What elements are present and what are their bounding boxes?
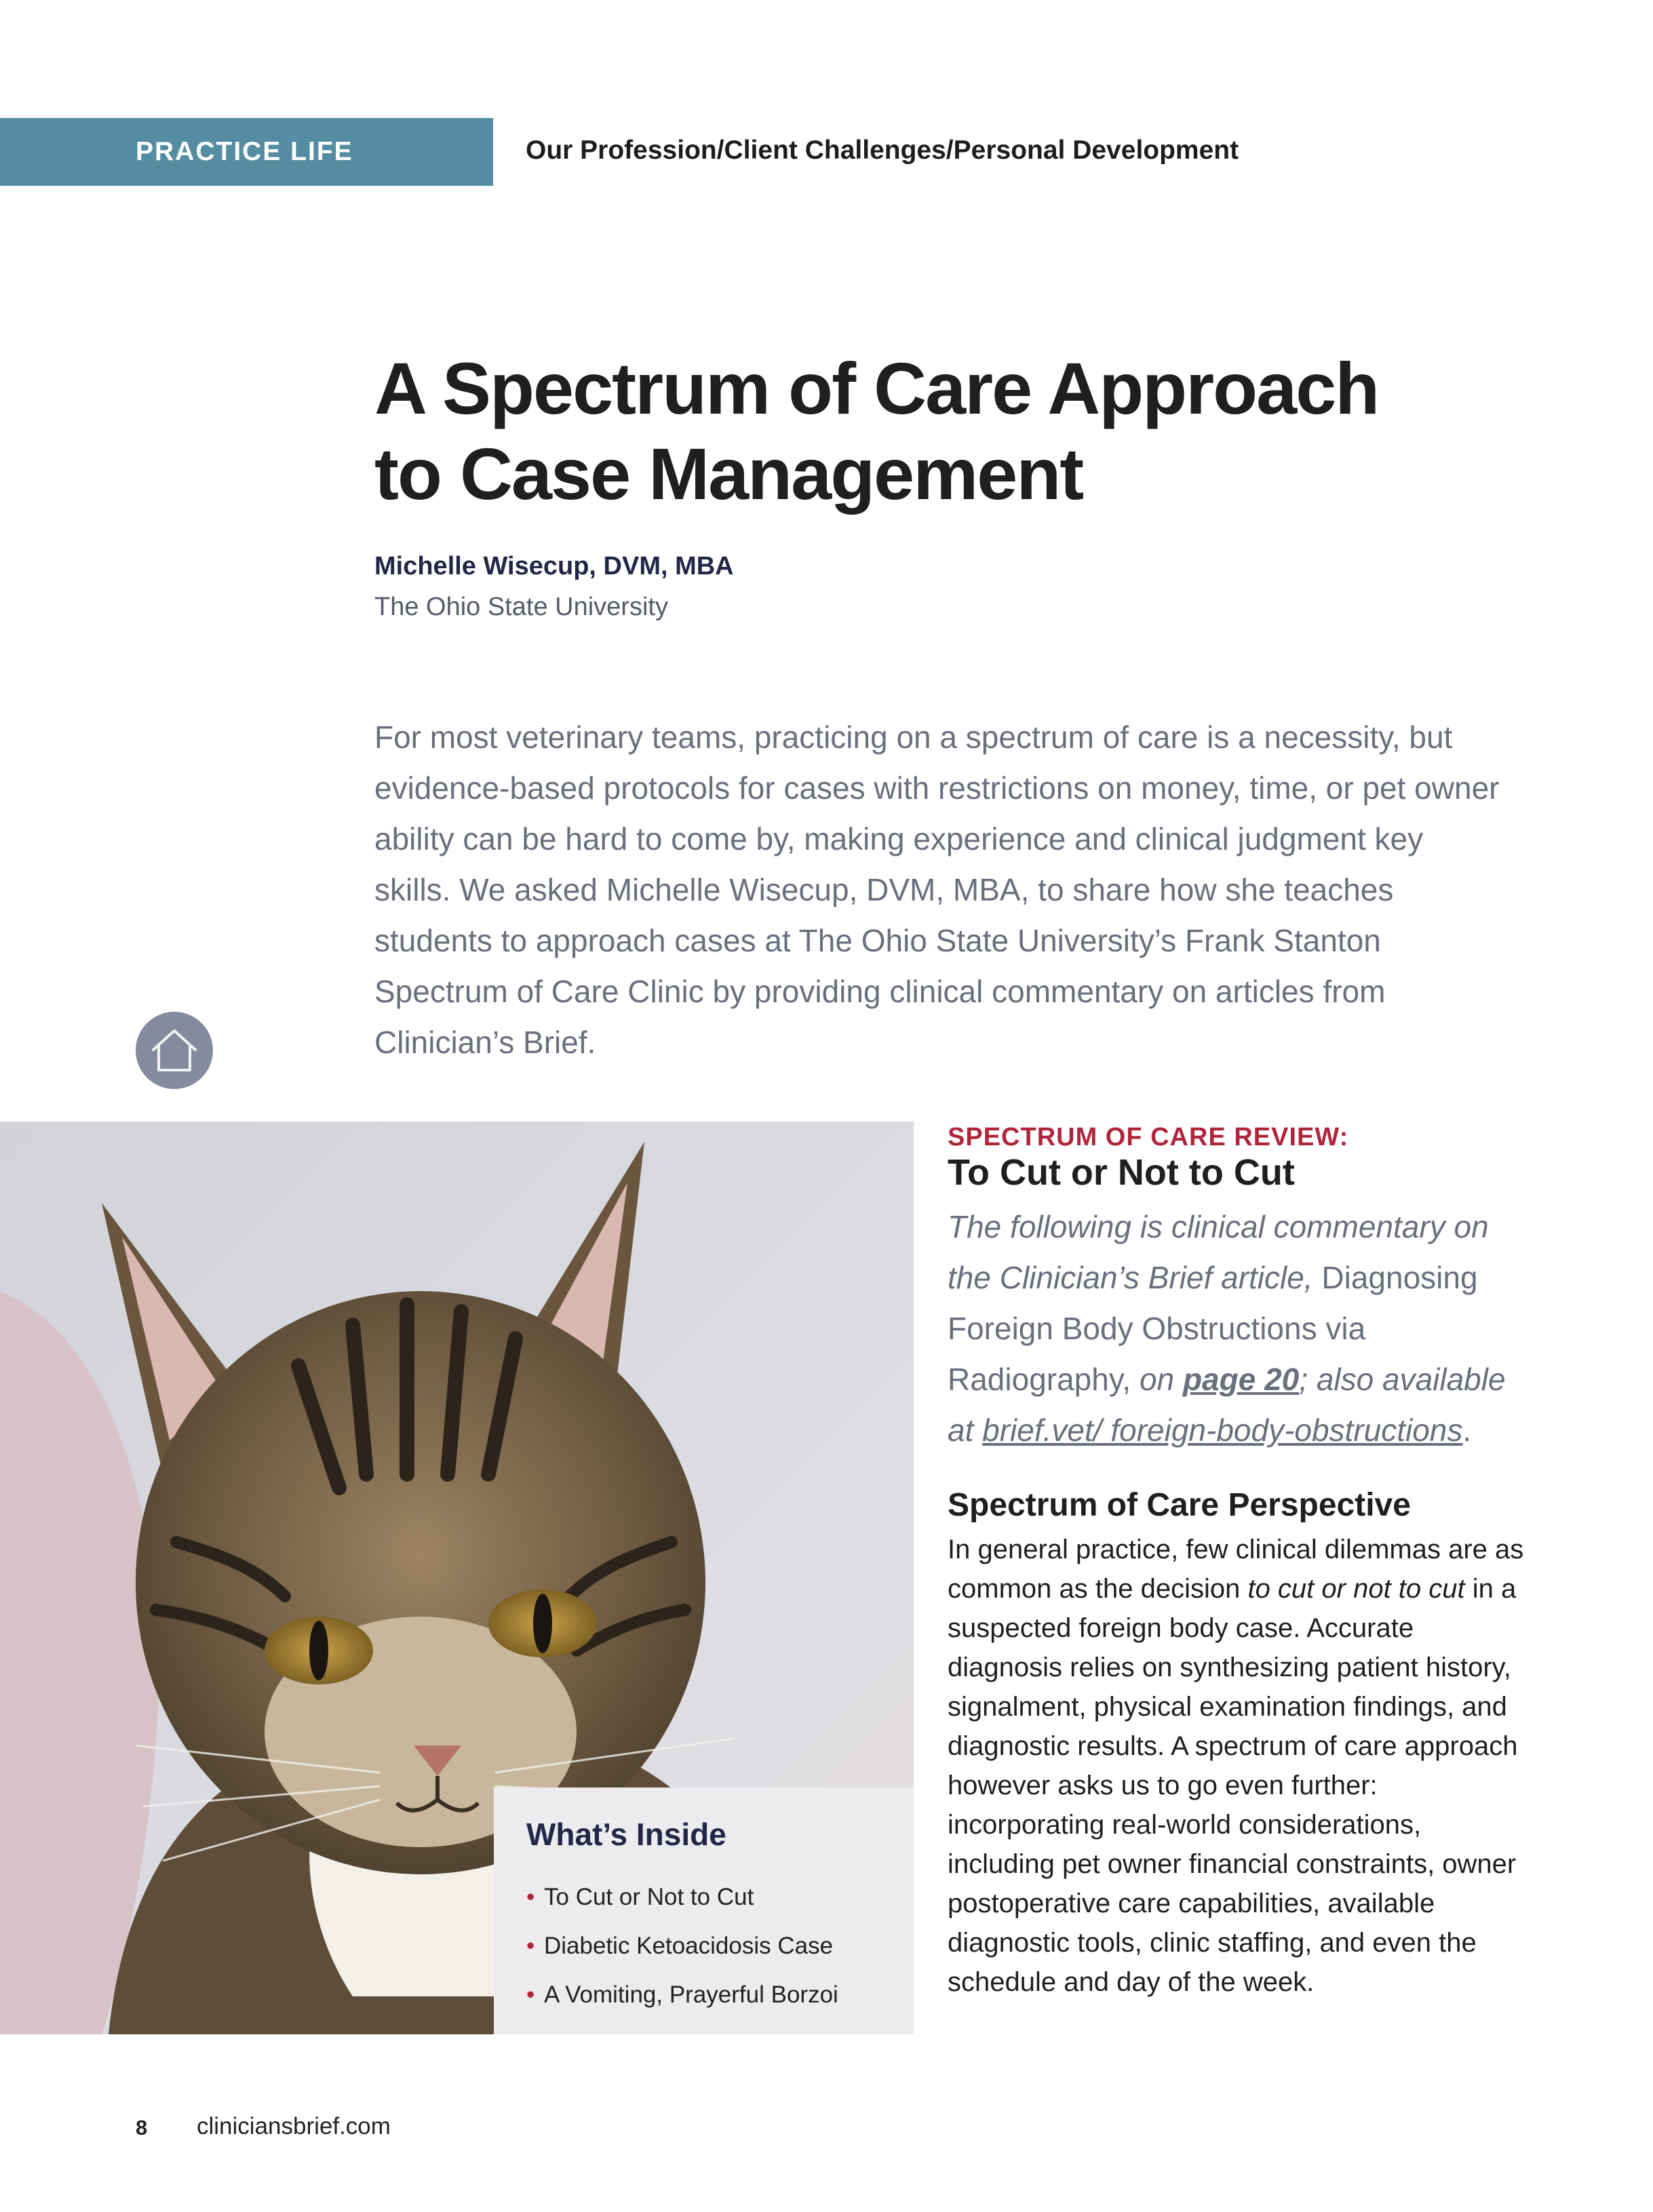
- title-line-1: A Spectrum of Care Approach: [374, 347, 1379, 429]
- note-intro: The following is clinical commentary on the Clinician’s Brief article,: [948, 1209, 1489, 1295]
- section-banner: [0, 118, 493, 186]
- note-end: .: [1462, 1413, 1472, 1448]
- whats-inside-heading: What’s Inside: [526, 1817, 726, 1852]
- note-also: ; also available at: [948, 1362, 1506, 1448]
- bullet-icon: •: [526, 1933, 535, 1959]
- category-breadcrumb: Our Profession/Client Challenges/Personal Development: [526, 136, 1239, 165]
- review-title: To Cut or Not to Cut: [948, 1152, 1295, 1193]
- title-line-2: to Case Management: [374, 433, 1083, 515]
- list-item[interactable]: [526, 1971, 881, 2019]
- author-affiliation: The Ohio State University: [374, 593, 668, 621]
- bullet-icon: •: [526, 1981, 535, 2008]
- note-on: on: [1131, 1362, 1183, 1397]
- perspective-body: [948, 1530, 1531, 2002]
- home-button[interactable]: [136, 1012, 213, 1089]
- review-label: SPECTRUM OF CARE REVIEW:: [948, 1123, 1349, 1151]
- perspective-text-2: in a suspected foreign body case. Accurate diagnosis relies on synthesizing patient history, signalment, physical examination findings, and diagnostic results. A spectrum of care approach however asks us to go even further: incorporating real-world considerations, including pet owner financial constraints, owner postoperative care capabilities, available diagnostic tools, clinic staffing, and even the schedule and day of the week.: [948, 1574, 1518, 1997]
- note-article-title: Diagnosing Foreign Body Obstructions via Radiography,: [948, 1260, 1478, 1397]
- list-item-label: Diabetic Ketoacidosis Case: [544, 1933, 834, 1959]
- perspective-italic: to cut or not to cut: [1247, 1574, 1465, 1604]
- whats-inside-list: [526, 1873, 881, 2019]
- list-item-label: A Vomiting, Prayerful Borzoi: [544, 1981, 838, 2008]
- intro-paragraph: For most veterinary teams, practicing on a spectrum of care is a necessity, but evidence-based protocols for cases with restrictions on money, time, or pet owner ability can be hard to come by, making experience and clinical judgment key skills. We asked Michelle Wisecup, DVM, MBA, to share how she teaches students to approach cases at The Ohio State University’s Frank Stanton Spectrum of Care Clinic by providing clinical commentary on articles from Clinician’s Brief.: [374, 719, 1500, 1060]
- list-item[interactable]: [526, 1873, 881, 1922]
- bullet-icon: •: [526, 1884, 535, 1910]
- list-item-label: To Cut or Not to Cut: [544, 1884, 754, 1910]
- whats-inside-box: [494, 1788, 914, 2034]
- section-label: PRACTICE LIFE: [136, 137, 353, 166]
- perspective-heading: Spectrum of Care Perspective: [948, 1487, 1411, 1523]
- author-name: Michelle Wisecup, DVM, MBA: [374, 552, 734, 580]
- page-link[interactable]: page 20: [1182, 1362, 1300, 1397]
- home-icon: [148, 1024, 201, 1077]
- list-item[interactable]: [526, 1922, 881, 1971]
- site-link[interactable]: cliniciansbrief.com: [197, 2113, 391, 2139]
- review-note: [948, 1202, 1531, 1456]
- article-link[interactable]: brief.vet/ foreign-body-obstructions: [982, 1413, 1463, 1448]
- page-title: [374, 346, 1433, 517]
- page-number: 8: [136, 2116, 148, 2139]
- perspective-text-1: In general practice, few clinical dilemmas are as common as the decision: [948, 1535, 1524, 1604]
